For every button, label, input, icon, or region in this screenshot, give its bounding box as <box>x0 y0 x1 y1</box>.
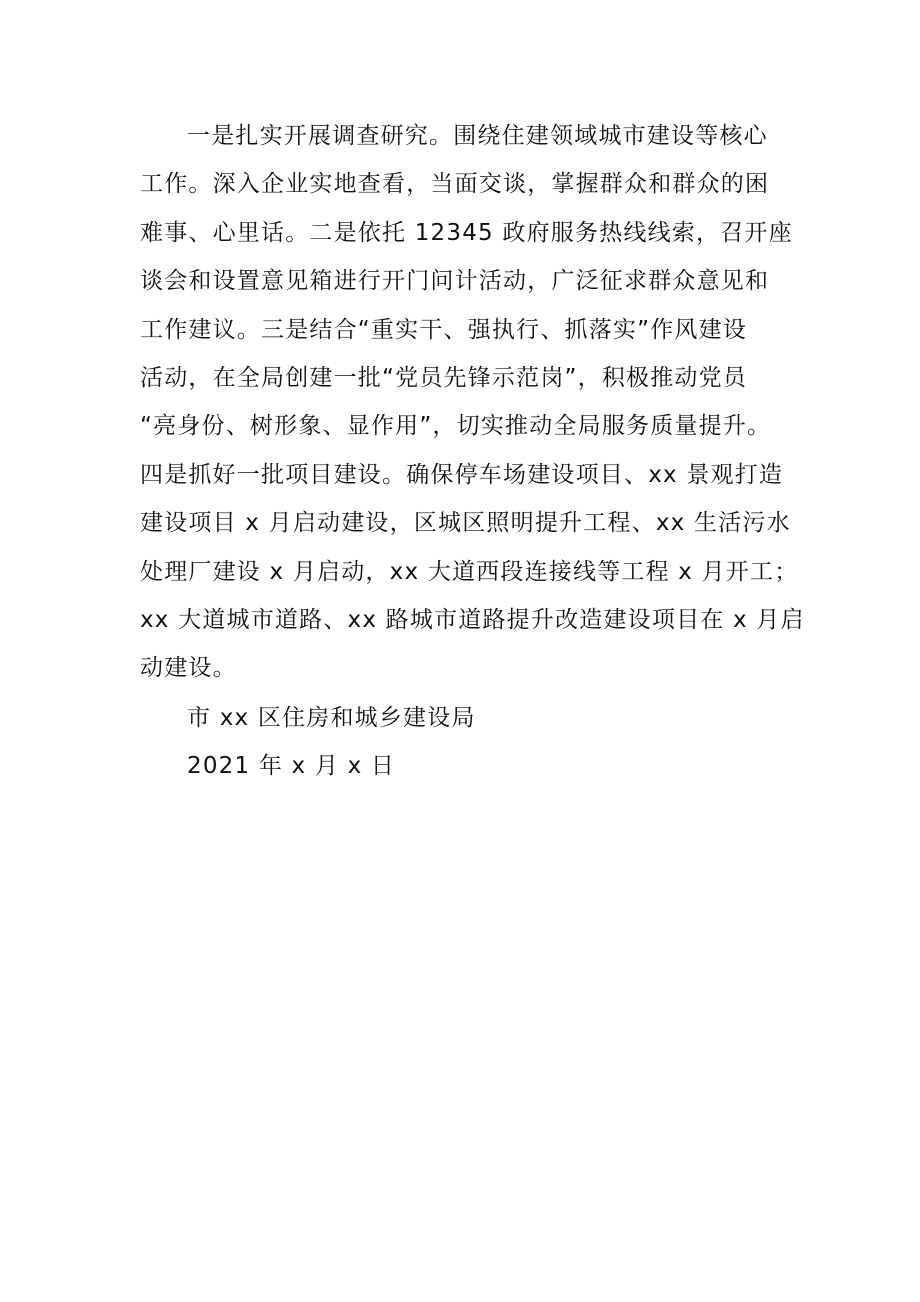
paragraph-line: 四是抓好一批项目建设。确保停车场建设项目、xx 景观打造 <box>140 461 784 488</box>
paragraph-line: 建设项目 x 月启动建设，区城区照明提升工程、xx 生活污水 <box>140 510 791 537</box>
paragraph-line: 处理厂建设 x 月启动，xx 大道西段连接线等工程 x 月开工； <box>140 558 799 585</box>
signature-date: 2021 年 x 月 x 日 <box>187 753 396 779</box>
paragraph-line: 一是扎实开展调查研究。围绕住建领域城市建设等核心 <box>187 123 768 149</box>
body-paragraph <box>140 112 805 693</box>
paragraph-line: “亮身份、树形象、显作用”，切实推动全局服务质量提升。 <box>140 413 772 440</box>
signature-block <box>187 694 476 790</box>
paragraph-line: 工作建议。三是结合“重实干、强执行、抓落实”作风建设 <box>140 316 748 343</box>
paragraph-line: 谈会和设置意见箱进行开门问计活动，广泛征求群众意见和 <box>140 268 770 295</box>
paragraph-line: xx 大道城市道路、xx 路城市道路提升改造建设项目在 x 月启 <box>140 606 805 633</box>
paragraph-line: 活动，在全局创建一批“党员先锋示范岗”，积极推动党员 <box>140 364 748 391</box>
paragraph-line: 动建设。 <box>140 655 237 682</box>
signature-organization: 市 xx 区住房和城乡建设局 <box>187 705 476 731</box>
paragraph-line: 工作。深入企业实地查看，当面交谈，掌握群众和群众的困 <box>140 171 770 198</box>
paragraph-line: 难事、心里话。二是依托 12345 政府服务热线线索，召开座 <box>140 219 793 246</box>
